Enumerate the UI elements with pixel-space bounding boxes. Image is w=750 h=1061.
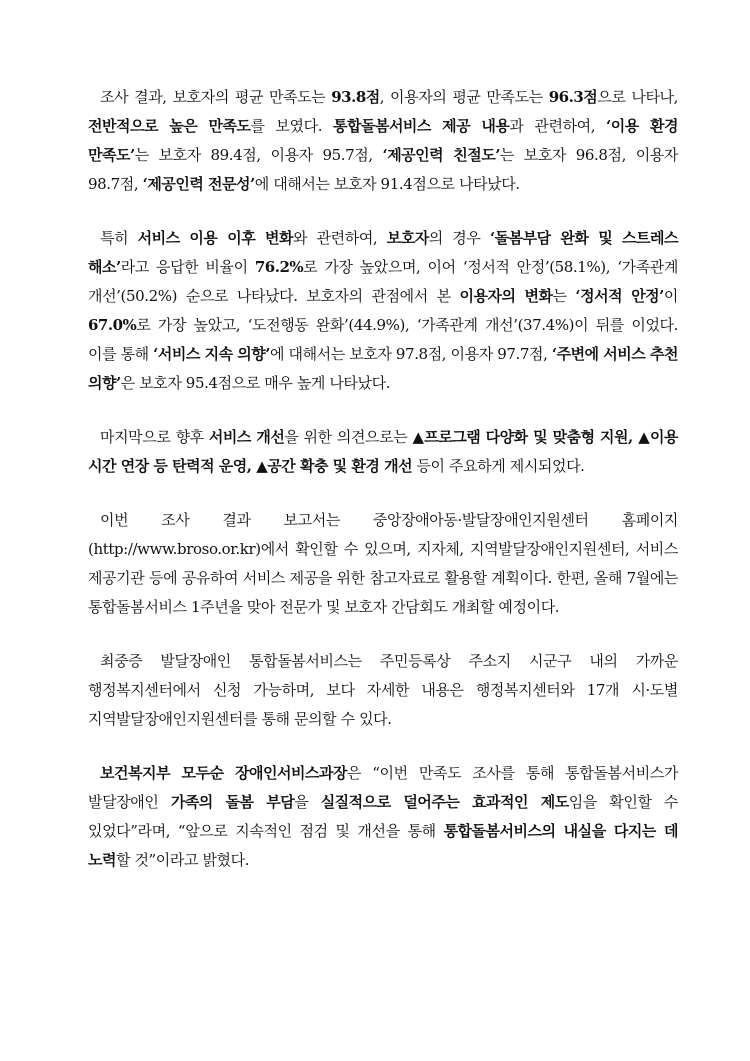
body-text: 를 보였다. (250, 117, 333, 135)
body-text: 라고 응답한 비율이 (120, 258, 255, 276)
body-text: 로 가장 높았고, ‘도전행동 완화’(44.9%), ‘가족관계 개선’(37.4%)이 뒤를 이었다. 이를 통해 (88, 316, 678, 363)
emphasized-text: ‘서비스 지속 의향’ (153, 345, 271, 363)
body-text: 로 가장 높았으며, 이어 ‘정서적 안정’(58.1%), ‘가족관계 개선’(50.2%) 순으로 나타났다. 보호자의 관점에서 본 (88, 258, 678, 305)
paragraph-survey-results (88, 83, 678, 199)
emphasized-text: ‘이용 환경 만족도’ (88, 117, 678, 164)
body-text: 은 “이번 만족도 조사를 통해 통합돌봄서비스가 발달장애인 (88, 764, 678, 811)
body-text: 으로 나타나, (597, 88, 678, 106)
body-text: 을 위한 의견으로는 (284, 428, 413, 446)
emphasized-text: 통합돌봄서비스의 내실을 다지는 데 노력 (88, 822, 678, 869)
body-text: 은 보호자 95.4점으로 매우 높게 나타났다. (120, 374, 391, 392)
emphasized-text: 서비스 개선 (208, 428, 285, 446)
body-text: 할 것”이라고 밝혔다. (115, 851, 250, 869)
emphasized-text: 전반적으로 높은 만족도 (88, 117, 251, 135)
emphasized-text: 가족의 돌봄 부담 (170, 793, 295, 811)
body-text: 특히 (100, 229, 138, 247)
emphasized-text: ‘돌봄부담 완화 및 스트레스 해소’ (88, 229, 678, 276)
emphasized-text: ▲프로그램 다양화 및 맞춤형 지원, ▲이용 시간 연장 등 탄력적 운영, ▲공간 확충 및 환경 개선 (88, 428, 678, 475)
body-text: 에 대해서는 보호자 97.8점, 이용자 97.7점, (270, 345, 552, 363)
body-text: 와 관련하여, (293, 229, 387, 247)
paragraph-official-quote (88, 759, 678, 875)
paragraph-report-availability (88, 506, 678, 622)
paragraph-improvement-opinions (88, 423, 678, 481)
body-text: 는 (552, 287, 576, 305)
emphasized-text: ‘정서적 안정’ (575, 287, 664, 305)
body-text: 는 보호자 96.8점, 이용자 98.7점, (88, 146, 678, 193)
body-text: 을 (294, 793, 321, 811)
emphasized-text: ‘제공인력 전문성’ (142, 175, 255, 193)
emphasized-text: 93.8점 (331, 88, 380, 106)
emphasized-text: 통합돌봄서비스 제공 내용 (332, 117, 510, 135)
body-text: 최중증 발달장애인 통합돌봄서비스는 주민등록상 주소지 시군구 내의 가까운 행정복지센터에서 신청 가능하며, 보다 자세한 내용은 행정복지센터와 17개 시·도별 지역발달장애인지원센터를 통해 문의할 수 있다. (88, 652, 678, 728)
emphasized-text: 서비스 이용 이후 변화 (137, 229, 293, 247)
body-text: 등이 주요하게 제시되었다. (412, 457, 585, 475)
emphasized-text: ‘주변에 서비스 추천 의향’ (88, 345, 678, 392)
body-text: 에 대해서는 보호자 91.4점으로 나타났다. (254, 175, 520, 193)
paragraph-service-changes (88, 224, 678, 398)
emphasized-text: ‘제공인력 친절도’ (382, 146, 500, 164)
emphasized-text: 96.3점 (548, 88, 598, 106)
emphasized-text: 보건복지부 모두순 장애인서비스과장 (100, 764, 347, 782)
body-text: 의 경우 (428, 229, 490, 247)
body-text: 는 보호자 89.4점, 이용자 95.7점, (134, 146, 383, 164)
body-text: , 이용자의 평균 만족도는 (379, 88, 549, 106)
body-text: 이번 조사 결과 보고서는 중앙장애아동·발달장애인지원센터 홈페이지(http://www.broso.or.kr)에서 확인할 수 있으며, 지자체, 지역발달장애인지원센터, 서비스 제공기관 등에 공유하여 서비스 제공을 위한 참고자료로 활용할 계획이다. 한편, 올해 7월에는 통합돌봄서비스 1주년을 맞아 전문가 및 보호자 간담회도 개최할 예정이다. (88, 511, 678, 616)
emphasized-text: 실질적으로 덜어주는 효과적인 제도 (320, 793, 569, 811)
emphasized-text: 보호자 (386, 229, 429, 247)
body-text: 과 관련하여, (509, 117, 607, 135)
emphasized-text: 이용자의 변화 (459, 287, 553, 305)
body-text: 마지막으로 향후 (100, 428, 209, 446)
document-body (88, 83, 678, 900)
body-text: 임을 확인할 수 있었다”라며, “앞으로 지속적인 점검 및 개선을 통해 (88, 793, 678, 840)
body-text: 조사 결과, 보호자의 평균 만족도는 (100, 88, 332, 106)
paragraph-application-info (88, 647, 678, 734)
body-text: 이 (663, 287, 678, 305)
emphasized-text: 76.2% (254, 258, 304, 276)
emphasized-text: 67.0% (88, 316, 137, 334)
